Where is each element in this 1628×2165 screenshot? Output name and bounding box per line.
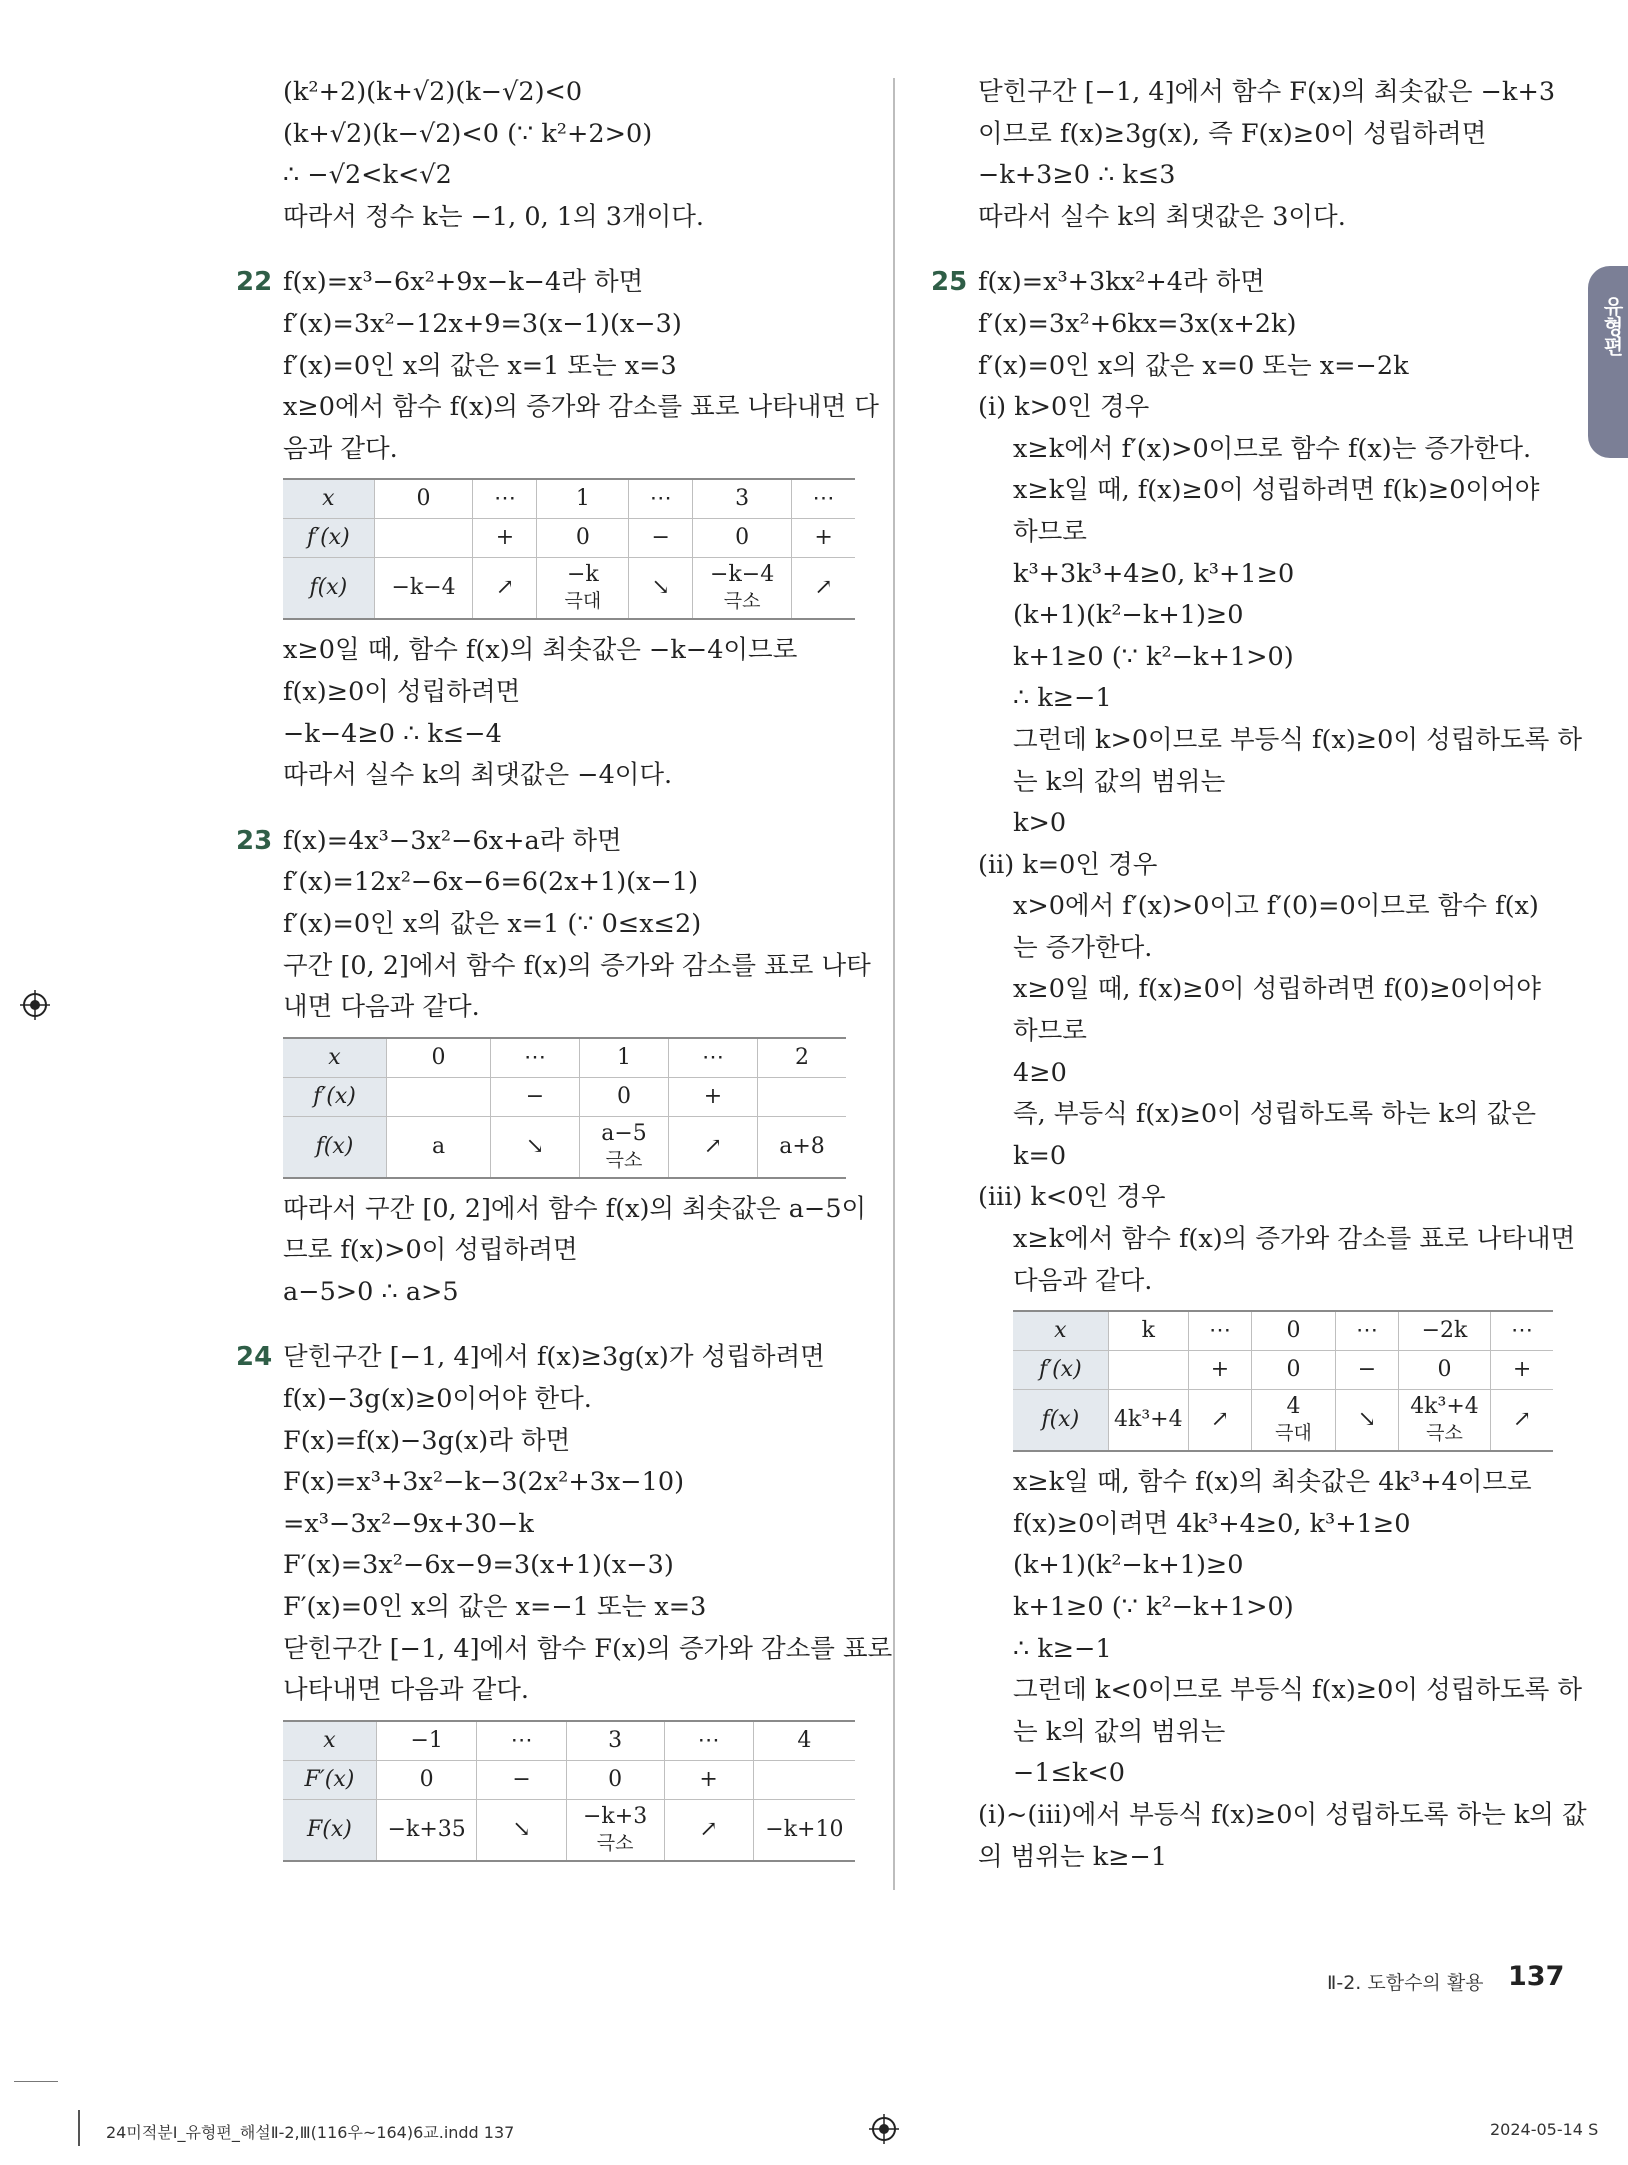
table-cell: f′(x) — [1013, 1351, 1108, 1390]
table-cell: ↗ — [1189, 1390, 1252, 1452]
case-3-body — [978, 1219, 1583, 1795]
solution-line: k>0 — [1013, 808, 1067, 839]
table-cell: ↗ — [792, 558, 855, 620]
case-2-lines — [978, 886, 1553, 1177]
table-cell: a+8 — [758, 1116, 847, 1178]
table-cell: ⋯ — [669, 1038, 758, 1078]
table-cell: + — [669, 1077, 758, 1116]
registration-mark-icon — [20, 990, 50, 1020]
increase-decrease-table — [283, 478, 855, 620]
table-cell: + — [1491, 1351, 1553, 1390]
table-row — [283, 1038, 846, 1078]
solution-lines — [978, 262, 1553, 387]
cell-value: −k — [566, 562, 599, 588]
table-row — [283, 1077, 846, 1116]
solution-line: (k+1)(k²−k+1)≥0 — [1013, 1550, 1244, 1581]
table-cell — [693, 558, 792, 620]
solution-line: (k+√2)(k−√2)<0 (∵ k²+2>0) — [283, 118, 653, 149]
cell-extremum-label: 극소 — [1426, 1422, 1463, 1445]
solution-line: x≥0일 때, 함수 f(x)의 최솟값은 −k−4이므로 — [283, 635, 798, 666]
table-row — [283, 519, 855, 558]
table-row — [1013, 1351, 1553, 1390]
solution-line: 즉, 부등식 f(x)≥0이 성립하도록 하는 k의 값은 — [1013, 1099, 1536, 1130]
solution-line: f(x)≥0이 성립하려면 — [283, 676, 521, 707]
table-cell — [1108, 1351, 1188, 1390]
solution-line: x≥k에서 함수 f(x)의 증가와 감소를 표로 나타내면 — [1013, 1224, 1576, 1255]
solution-line: 따라서 실수 k의 최댓값은 −4이다. — [283, 760, 673, 791]
table-cell: ↗ — [473, 558, 537, 620]
table-cell: x — [283, 479, 374, 519]
table-cell: 2 — [758, 1038, 847, 1078]
table-cell — [1251, 1390, 1335, 1452]
solution-line: f(x)≥0이려면 4k³+4≥0, k³+1≥0 — [1013, 1508, 1411, 1539]
problem-23 — [236, 821, 871, 1314]
solution-line: ∴ k≥−1 — [1013, 1633, 1112, 1664]
table-row — [283, 479, 855, 519]
solution-line: −k+3≥0 ∴ k≤3 — [978, 160, 1176, 191]
table-cell: ↘ — [629, 558, 693, 620]
table-cell: −k+35 — [376, 1799, 477, 1861]
solution-line: 닫힌구간 [−1, 4]에서 함수 F(x)의 증가와 감소를 표로 — [283, 1633, 893, 1664]
solution-line: x≥k에서 f′(x)>0이므로 함수 f(x)는 증가한다. — [1013, 433, 1532, 464]
table-cell: 0 — [387, 1038, 491, 1078]
solution-line: −k−4≥0 ∴ k≤−4 — [283, 718, 502, 749]
cell-value: −k−4 — [710, 562, 775, 588]
table-cell: −1 — [376, 1721, 477, 1761]
table-cell — [1398, 1390, 1490, 1452]
solution-line: x≥k일 때, 함수 f(x)의 최솟값은 4k³+4이므로 — [1013, 1467, 1532, 1498]
table-cell: 0 — [566, 1760, 664, 1799]
cell-extremum-label: 극소 — [596, 1831, 634, 1854]
table-cell: + — [1189, 1351, 1252, 1390]
problem-number: 22 — [236, 267, 273, 298]
table-cell: −2k — [1398, 1311, 1490, 1351]
footer-section: Ⅱ-2. 도함수의 활용 — [1327, 1972, 1484, 1994]
table-cell: F(x) — [283, 1799, 376, 1861]
solution-line: f′(x)=0인 x의 값은 x=1 또는 x=3 — [283, 350, 677, 381]
table-cell: − — [629, 519, 693, 558]
table-cell: f(x) — [283, 558, 374, 620]
problem-number: 24 — [236, 1342, 273, 1373]
cell-value: 4k³+4 — [1410, 1394, 1479, 1420]
table-cell: 0 — [693, 519, 792, 558]
solution-line: F(x)=f(x)−3g(x)라 하면 — [283, 1425, 571, 1456]
solution-line: 음과 같다. — [283, 433, 398, 464]
solution-lines — [283, 1189, 867, 1314]
solution-line: 는 증가한다. — [1013, 932, 1153, 963]
solution-line: x≥0일 때, f(x)≥0이 성립하려면 f(0)≥0이어야 — [1013, 974, 1541, 1005]
solution-line: k³+3k³+4≥0, k³+1≥0 — [1013, 558, 1295, 589]
solution-line: 하므로 — [1013, 1016, 1087, 1047]
solution-line: f′(x)=0인 x의 값은 x=1 (∵ 0≤x≤2) — [283, 908, 702, 939]
slug-bar — [78, 2110, 80, 2146]
problem-21-continued — [283, 72, 855, 238]
table-cell: f′(x) — [283, 519, 374, 558]
solution-line: ∴ k≥−1 — [1013, 683, 1112, 714]
cell-extremum-label: 극소 — [723, 590, 761, 613]
table-cell: ↘ — [1336, 1390, 1399, 1452]
cell-extremum-label: 극대 — [1275, 1422, 1312, 1445]
solution-line: f′(x)=3x²−12x+9=3(x−1)(x−3) — [283, 308, 682, 339]
solution-line: f(x)=x³−6x²+9x−k−4라 하면 — [283, 267, 644, 298]
crop-line — [14, 2081, 58, 2082]
solution-line: k+1≥0 (∵ k²−k+1>0) — [1013, 1592, 1294, 1622]
conclusion-lines — [978, 1795, 1587, 1878]
side-tab-label: 유형편 — [1600, 296, 1624, 356]
solution-line: =x³−3x²−9x+30−k — [283, 1508, 534, 1539]
table-cell: ⋯ — [473, 479, 537, 519]
solution-line: x≥0에서 함수 f(x)의 증가와 감소를 표로 나타내면 다 — [283, 392, 879, 423]
solution-line: 이므로 f(x)≥3g(x), 즉 F(x)≥0이 성립하려면 — [978, 118, 1487, 149]
left-column — [236, 72, 893, 1872]
table-cell: ⋯ — [664, 1721, 753, 1761]
table-cell: 0 — [580, 1077, 669, 1116]
solution-line: f(x)=4x³−3x²−6x+a라 하면 — [283, 825, 622, 856]
section-side-tab — [1588, 266, 1628, 458]
solution-line: 따라서 실수 k의 최댓값은 3이다. — [978, 201, 1346, 232]
solution-line: 닫힌구간 [−1, 4]에서 함수 F(x)의 최솟값은 −k+3 — [978, 77, 1556, 107]
increase-decrease-table — [283, 1037, 855, 1179]
solution-line: (k+1)(k²−k+1)≥0 — [1013, 600, 1244, 631]
solution-line: ∴ −√2<k<√2 — [283, 160, 452, 191]
table-cell — [566, 1799, 664, 1861]
slug-file: 24미적분Ⅰ_유형편_해설Ⅱ-2,Ⅲ(116우~164)6교.indd 137 — [106, 2123, 515, 2142]
case-3-title: (ⅲ) k<0인 경우 — [978, 1182, 1166, 1213]
slug-date: 2024-05-14 S — [1490, 2120, 1599, 2139]
solution-line: 하므로 — [1013, 516, 1087, 547]
solution-line: 4≥0 — [1013, 1057, 1067, 1088]
solution-lines — [283, 821, 871, 1029]
table-cell: f′(x) — [283, 1077, 387, 1116]
solution-line: 따라서 정수 k는 −1, 0, 1의 3개이다. — [283, 201, 704, 232]
solution-line: 내면 다음과 같다. — [283, 992, 480, 1023]
right-column — [931, 72, 1587, 1878]
table-row — [283, 1760, 855, 1799]
table-cell: f(x) — [283, 1116, 387, 1178]
solution-line: F′(x)=3x²−6x−9=3(x+1)(x−3) — [283, 1550, 674, 1581]
solution-line: 는 k의 값의 범위는 — [1013, 1716, 1226, 1747]
solution-line: 닫힌구간 [−1, 4]에서 f(x)≥3g(x)가 성립하려면 — [283, 1342, 825, 1373]
table-cell: + — [664, 1760, 753, 1799]
variation-table — [283, 1720, 855, 1862]
table-cell: ⋯ — [629, 479, 693, 519]
cell-extremum-label: 극대 — [564, 590, 602, 613]
table-cell: x — [1013, 1311, 1108, 1351]
table-cell: ↗ — [1491, 1390, 1553, 1452]
table-row — [283, 1116, 846, 1178]
table-cell — [753, 1760, 855, 1799]
solution-line: f′(x)=12x²−6x−6=6(2x+1)(x−1) — [283, 867, 699, 898]
table-cell: ↘ — [491, 1116, 580, 1178]
registration-mark-icon — [869, 2114, 899, 2144]
table-cell: 3 — [566, 1721, 664, 1761]
table-cell — [374, 519, 473, 558]
increase-decrease-table — [1013, 1310, 1553, 1452]
page-number: 137 — [1508, 1961, 1565, 1992]
variation-table — [283, 1037, 846, 1179]
solution-lines — [283, 1337, 893, 1711]
table-cell: − — [477, 1760, 566, 1799]
table-cell — [580, 1116, 669, 1178]
table-cell: 4 — [753, 1721, 855, 1761]
cell-extremum-label: 극소 — [605, 1148, 643, 1171]
problem-24-continued — [978, 72, 1556, 238]
variation-table — [1013, 1310, 1553, 1452]
solution-line: 나타내면 다음과 같다. — [283, 1675, 530, 1706]
solution-line: 그런데 k<0이므로 부등식 f(x)≥0이 성립하도록 하 — [1013, 1675, 1583, 1706]
problem-24 — [236, 1337, 893, 1861]
table-cell: + — [792, 519, 855, 558]
table-cell: ↗ — [669, 1116, 758, 1178]
table-cell: 1 — [537, 479, 629, 519]
table-cell — [387, 1077, 491, 1116]
table-cell: ⋯ — [477, 1721, 566, 1761]
solution-line: (ⅰ)~(ⅲ)에서 부등식 f(x)≥0이 성립하도록 하는 k의 값 — [978, 1799, 1587, 1830]
solution-line: −1≤k<0 — [1013, 1758, 1125, 1789]
table-cell: F′(x) — [283, 1760, 376, 1799]
table-row — [1013, 1390, 1553, 1452]
case-1-lines — [978, 429, 1583, 845]
solution-line: x>0에서 f′(x)>0이고 f′(0)=0이므로 함수 f(x) — [1013, 891, 1539, 922]
solution-line: 구간 [0, 2]에서 함수 f(x)의 증가와 감소를 표로 나타 — [283, 950, 871, 981]
cell-value: −k+3 — [583, 1803, 648, 1829]
table-cell: 0 — [1251, 1311, 1335, 1351]
table-cell: f(x) — [1013, 1390, 1108, 1452]
table-cell: − — [491, 1077, 580, 1116]
table-cell: 1 — [580, 1038, 669, 1078]
table-row — [283, 1799, 855, 1861]
column-divider — [893, 78, 895, 1890]
solution-line: 그런데 k>0이므로 부등식 f(x)≥0이 성립하도록 하 — [1013, 724, 1583, 755]
cell-value: a−5 — [601, 1120, 647, 1146]
solution-line: F(x)=x³+3x²−k−3(2x²+3x−10) — [283, 1467, 685, 1498]
solution-line: x≥k일 때, f(x)≥0이 성립하려면 f(k)≥0이어야 — [1013, 475, 1540, 506]
table-cell: 0 — [1251, 1351, 1335, 1390]
table-cell: 0 — [537, 519, 629, 558]
increase-decrease-table — [283, 1720, 855, 1862]
solution-line: f(x)=x³+3kx²+4라 하면 — [978, 267, 1265, 298]
table-row — [283, 1721, 855, 1761]
solution-line: F′(x)=0인 x의 값은 x=−1 또는 x=3 — [283, 1592, 707, 1623]
table-row — [1013, 1311, 1553, 1351]
table-cell: −k+10 — [753, 1799, 855, 1861]
table-cell: ⋯ — [1491, 1311, 1553, 1351]
solution-lines — [283, 630, 855, 796]
table-cell: − — [1336, 1351, 1399, 1390]
solution-line: 므로 f(x)>0이 성립하려면 — [283, 1235, 578, 1266]
case-1-title: (ⅰ) k>0인 경우 — [978, 392, 1150, 423]
table-cell — [537, 558, 629, 620]
problem-25 — [931, 262, 1587, 1878]
table-cell: + — [473, 519, 537, 558]
table-cell: ↘ — [477, 1799, 566, 1861]
solution-line: 의 범위는 k≥−1 — [978, 1841, 1168, 1872]
table-cell: ⋯ — [1189, 1311, 1252, 1351]
solution-line: k+1≥0 (∵ k²−k+1>0) — [1013, 641, 1294, 672]
solution-line: f(x)−3g(x)≥0이어야 한다. — [283, 1384, 592, 1415]
table-row — [283, 558, 855, 620]
solution-line: f′(x)=3x²+6kx=3x(x+2k) — [978, 308, 1297, 339]
solution-line: 다음과 같다. — [1013, 1265, 1153, 1296]
problem-number: 23 — [236, 825, 273, 856]
cell-value: 4 — [1286, 1394, 1301, 1420]
solution-line: 는 k의 값의 범위는 — [1013, 766, 1226, 797]
table-cell: 0 — [374, 479, 473, 519]
solution-line: (k²+2)(k+√2)(k−√2)<0 — [283, 77, 583, 107]
table-cell: x — [283, 1721, 376, 1761]
case-3-lines — [1013, 1462, 1583, 1795]
table-cell: a — [387, 1116, 491, 1178]
problem-22 — [236, 262, 879, 796]
case-3-lines — [1013, 1219, 1576, 1302]
solution-line: f′(x)=0인 x의 값은 x=0 또는 x=−2k — [978, 350, 1409, 381]
solution-line: a−5>0 ∴ a>5 — [283, 1276, 459, 1307]
table-cell: 0 — [1398, 1351, 1490, 1390]
table-cell — [758, 1077, 847, 1116]
variation-table — [283, 478, 855, 620]
problem-number: 25 — [931, 267, 968, 298]
table-cell: ↗ — [664, 1799, 753, 1861]
solution-lines — [283, 262, 879, 470]
table-cell: x — [283, 1038, 387, 1078]
table-cell: 0 — [376, 1760, 477, 1799]
table-cell: ⋯ — [491, 1038, 580, 1078]
table-cell: k — [1108, 1311, 1188, 1351]
case-2-title: (ⅱ) k=0인 경우 — [978, 849, 1158, 880]
solution-line: k=0 — [1013, 1140, 1067, 1171]
solution-line: 따라서 구간 [0, 2]에서 함수 f(x)의 최솟값은 a−5이 — [283, 1193, 867, 1224]
table-cell: −k−4 — [374, 558, 473, 620]
table-cell: ⋯ — [792, 479, 855, 519]
table-cell: 3 — [693, 479, 792, 519]
table-cell: 4k³+4 — [1108, 1390, 1188, 1452]
table-cell: ⋯ — [1336, 1311, 1399, 1351]
